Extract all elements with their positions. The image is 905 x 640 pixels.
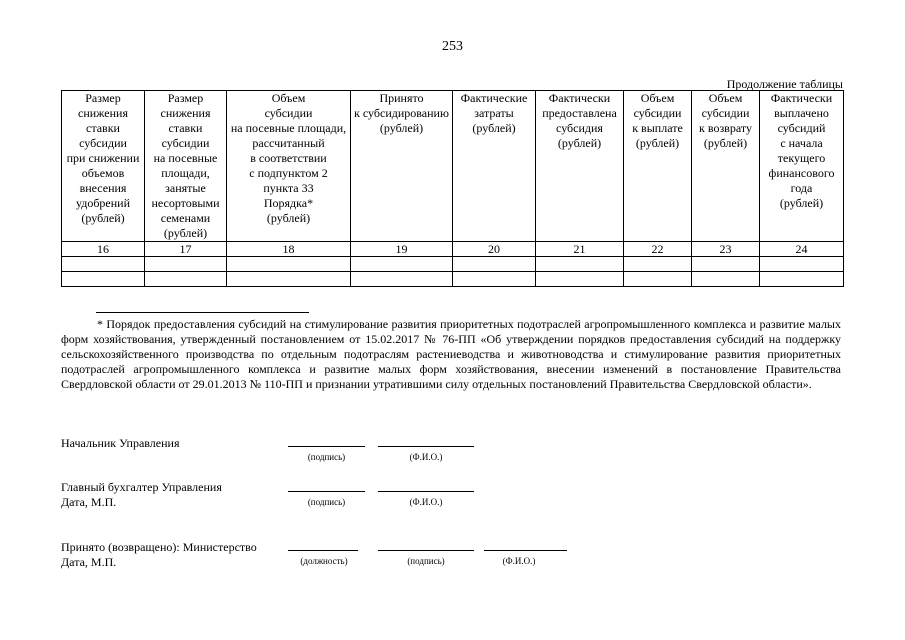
- column-header-line: субсидии: [633, 106, 682, 120]
- column-header-line: субсидий: [777, 121, 826, 135]
- footnote: * Порядок предоставления субсидий на стимулирование развития приоритетных подотраслей агропромышленного комплекса и развитие малых форм хозяйствования, утвержденный постановлением от 15.02.2017 № 76-ПП «Об утверждении порядков предоставления субсидий на поддержку сельскохозяйственного производства по отдельным подотраслям растениеводства и животноводства и стимулирование развития приоритетных подотраслей агропромышленного комплекса и развитие малых форм хозяйствования, внесении изменений в постановление Правительства Свердловской области от 29.01.2013 № 110-ПП и признании утратившими силу отдельных постановлений Правительства Свердловской области».: [61, 317, 841, 391]
- table-header-row: [62, 91, 844, 242]
- column-header-line: семенами: [160, 211, 211, 225]
- column-header-line: затраты: [474, 106, 514, 120]
- column-header-line: к выплате: [632, 121, 683, 135]
- column-header-line: Объем: [271, 91, 306, 105]
- signature-label-head: [61, 436, 180, 451]
- column-header-line: площади,: [161, 166, 210, 180]
- column-header-line: снижения: [160, 106, 211, 120]
- column-header-line: Объем: [708, 91, 743, 105]
- column-header-line: (рублей): [266, 211, 311, 225]
- column-number: 22: [624, 242, 692, 257]
- column-header: [227, 91, 351, 242]
- column-header: [760, 91, 844, 242]
- column-header-line: к субсидированию: [354, 106, 449, 120]
- column-header-line: объемов: [81, 166, 125, 180]
- column-header-line: внесения: [79, 181, 127, 195]
- column-header-line: субсидии: [264, 106, 313, 120]
- fio-line: [484, 550, 567, 551]
- column-header: [692, 91, 760, 242]
- column-header: [62, 91, 145, 242]
- column-header-line: с подпунктом 2: [249, 166, 328, 180]
- position-line: [288, 550, 358, 551]
- column-header-line: (рублей): [81, 211, 125, 225]
- column-header-line: пункта 33: [263, 181, 314, 195]
- column-number: 19: [351, 242, 453, 257]
- column-header-line: субсидия: [556, 121, 603, 135]
- column-header-line: ставки: [86, 121, 120, 135]
- signature-label-line: Принято (возвращено): Министерство: [61, 540, 257, 554]
- signature-caption: (подпись): [307, 452, 346, 462]
- column-header-line: субсидии: [701, 106, 750, 120]
- fio-line: [378, 491, 474, 492]
- signature-caption: (подпись): [407, 556, 445, 566]
- column-header-line: субсидии: [79, 136, 127, 150]
- column-number: 16: [62, 242, 145, 257]
- column-number: 17: [145, 242, 227, 257]
- column-header-line: удобрений: [75, 196, 131, 210]
- signature-label-ministry: [61, 540, 257, 570]
- fio-caption: (Ф.И.О.): [409, 497, 443, 507]
- signature-label-accountant: [61, 480, 222, 510]
- column-header-line: выплачено: [774, 106, 829, 120]
- column-header-line: в соответствии: [250, 151, 327, 165]
- column-header-line: (рублей): [779, 196, 824, 210]
- column-number: 24: [760, 242, 844, 257]
- column-header-line: (рублей): [163, 226, 208, 240]
- column-header: [624, 91, 692, 242]
- fio-caption: (Ф.И.О.): [502, 556, 536, 566]
- column-header-line: года: [790, 181, 813, 195]
- column-number-row: [62, 242, 844, 257]
- column-header-line: Принято: [379, 91, 424, 105]
- column-header-line: на посевные: [153, 151, 218, 165]
- column-header-line: (рублей): [379, 121, 424, 135]
- subsidy-table: [61, 90, 844, 287]
- column-header-line: к возврату: [699, 121, 752, 135]
- column-header-line: несортовыми: [151, 196, 220, 210]
- column-header: [453, 91, 536, 242]
- column-header: [351, 91, 453, 242]
- signature-label-line: Дата, М.П.: [61, 495, 117, 509]
- column-header-line: Фактически: [548, 91, 611, 105]
- column-header-line: Порядка*: [263, 196, 314, 210]
- position-caption: (должность): [300, 556, 348, 566]
- footnote-separator: [96, 312, 309, 313]
- column-header-line: ставки: [168, 121, 203, 135]
- column-header-line: занятые: [165, 181, 206, 195]
- column-header-line: Фактические: [460, 91, 528, 105]
- signature-line: [288, 491, 365, 492]
- table-row: [62, 272, 844, 287]
- column-header-line: на посевные площади,: [230, 121, 347, 135]
- column-header-line: (рублей): [472, 121, 516, 135]
- signature-label-line: Главный бухгалтер Управления: [61, 480, 222, 494]
- fio-caption: (Ф.И.О.): [409, 452, 443, 462]
- column-header-line: Объем: [640, 91, 675, 105]
- signature-label-line: Дата, М.П.: [61, 555, 117, 569]
- column-header-line: текущего: [777, 151, 826, 165]
- column-number: 20: [453, 242, 536, 257]
- column-number: 23: [692, 242, 760, 257]
- signature-label-line: Начальник Управления: [61, 436, 180, 450]
- fio-line: [378, 446, 474, 447]
- column-header-line: снижения: [78, 106, 128, 120]
- column-header: [145, 91, 227, 242]
- column-header-line: Фактически: [770, 91, 833, 105]
- column-header-line: (рублей): [703, 136, 748, 150]
- column-header-line: финансового: [768, 166, 835, 180]
- table-row: [62, 257, 844, 272]
- column-number: 18: [227, 242, 351, 257]
- column-header-line: Размер: [85, 91, 121, 105]
- signature-line: [288, 446, 365, 447]
- column-header-line: Размер: [167, 91, 204, 105]
- column-header-line: субсидии: [161, 136, 210, 150]
- column-header-line: предоставлена: [542, 106, 617, 120]
- signature-caption: (подпись): [307, 497, 346, 507]
- column-header-line: (рублей): [557, 136, 602, 150]
- page-number: 253: [442, 39, 463, 54]
- column-header-line: с начала: [780, 136, 823, 150]
- table-continuation-label: Продолжение таблицы: [726, 77, 843, 91]
- column-header-line: при снижении: [66, 151, 140, 165]
- column-header: [536, 91, 624, 242]
- column-header-line: (рублей): [635, 136, 680, 150]
- column-number: 21: [536, 242, 624, 257]
- column-header-line: рассчитанный: [252, 136, 325, 150]
- signature-line: [378, 550, 474, 551]
